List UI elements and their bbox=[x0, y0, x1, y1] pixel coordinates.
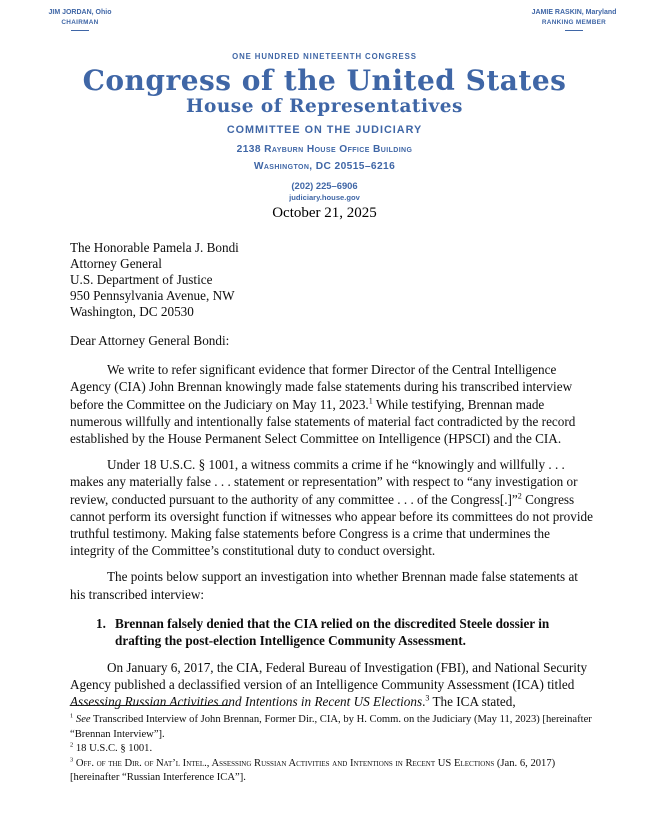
body-paragraph-4: On January 6, 2017, the CIA, Federal Bureau of Investigation (FBI), and National Security Agency published a declassified version of an Intelligence Community Assessment (ICA) titled Assessing Russian Activities and Intentions in Recent US Elections.$^3$ The ICA stated, bbox=[70, 660, 588, 710]
ranking-member-title: RANKING MEMBER bbox=[541, 18, 607, 26]
congress-session-line: ONE HUNDRED NINETEENTH CONGRESS bbox=[232, 52, 417, 61]
chairman-divider bbox=[71, 30, 89, 31]
footnote-2: $^2$ 18 U.S.C. § 1001. bbox=[70, 741, 153, 755]
ranking-member-name: JAMIE RASKIN, Maryland bbox=[531, 9, 617, 16]
body-paragraph-1: We write to refer significant evidence that former Director of the Central Intelligence Agency (CIA) John Brennan knowingly made false statements during his transcribed interview before the Committee on the Judiciary on May 11, 2023.$^1$ While testifying, Brennan made numerous willfully and intentionally false statements of material fact contradicted by the record established by the House Permanent Select Committee on Intelligence (HPSCI) and the CIA. bbox=[70, 362, 576, 447]
committee-phone: (202) 225–6906 bbox=[291, 180, 358, 191]
ranking-member-block bbox=[511, 9, 637, 31]
recipient-line: Attorney General bbox=[70, 256, 162, 271]
recipient-address bbox=[70, 240, 593, 320]
committee-website: judiciary.house.gov bbox=[289, 193, 360, 202]
footnotes-section bbox=[70, 705, 597, 786]
committee-name: COMMITTEE ON THE JUDICIARY bbox=[226, 124, 423, 136]
recipient-line: The Honorable Pamela J. Bondi bbox=[70, 240, 239, 255]
congress-title: Congress of the United States bbox=[82, 64, 567, 97]
recipient-line: 950 Pennsylvania Avenue, NW bbox=[70, 288, 235, 303]
letter-body bbox=[70, 240, 593, 711]
footnote-1: $^1$ See Transcribed Interview of John Brennan, Former Dir., CIA, by H. Comm. on the Judiciary (May 11, 2023) [hereinafter “Brennan Interview”]. bbox=[70, 712, 592, 740]
house-title: House of Representatives bbox=[186, 96, 463, 117]
chairman-title: CHAIRMAN bbox=[61, 18, 99, 26]
body-paragraph-3: The points below support an investigation into whether Brennan made false statements at his transcribed interview: bbox=[70, 569, 578, 602]
numbered-point-1 bbox=[96, 615, 575, 650]
recipient-line: Washington, DC 20530 bbox=[70, 304, 194, 319]
chairman-block bbox=[22, 9, 138, 31]
point-text: Brennan falsely denied that the CIA relied on the discredited Steele dossier in drafting the post-election Intelligence Community Assessment. bbox=[115, 615, 550, 649]
ranking-member-divider bbox=[565, 30, 583, 31]
recipient-line: U.S. Department of Justice bbox=[70, 272, 213, 287]
committee-address-line1: 2138 Rayburn House Office Building bbox=[236, 144, 413, 155]
letter-date: October 21, 2025 bbox=[272, 205, 377, 221]
footnote-divider bbox=[70, 705, 230, 706]
body-paragraph-2: Under 18 U.S.C. § 1001, a witness commits a crime if he “knowingly and willfully . . . makes any materially false . . . statement or representation” with respect to “any investigation or review, conducted pursuant to the authority of any committee . . . of the Congress[.]”$^2$ Congress cannot perform its oversight function if witnesses who appear before its committees do not provide truthful testimony. Making false statements before Congress is a crime that undermines the integrity of the Committee’s constitutional duty to conduct oversight. bbox=[70, 457, 593, 559]
salutation: Dear Attorney General Bondi: bbox=[70, 333, 230, 348]
point-number: 1. bbox=[96, 615, 106, 631]
committee-address-line2: Washington, DC 20515–6216 bbox=[253, 161, 396, 172]
chairman-name: JIM JORDAN, Ohio bbox=[48, 9, 112, 16]
footnote-3: $^3$ Off. of the Dir. of Nat’l Intel., Assessing Russian Activities and Intentions in Recent US Elections (Jan. 6, 2017) [hereinafter “Russian Interference ICA”]. bbox=[70, 756, 556, 784]
letterhead bbox=[0, 52, 649, 202]
